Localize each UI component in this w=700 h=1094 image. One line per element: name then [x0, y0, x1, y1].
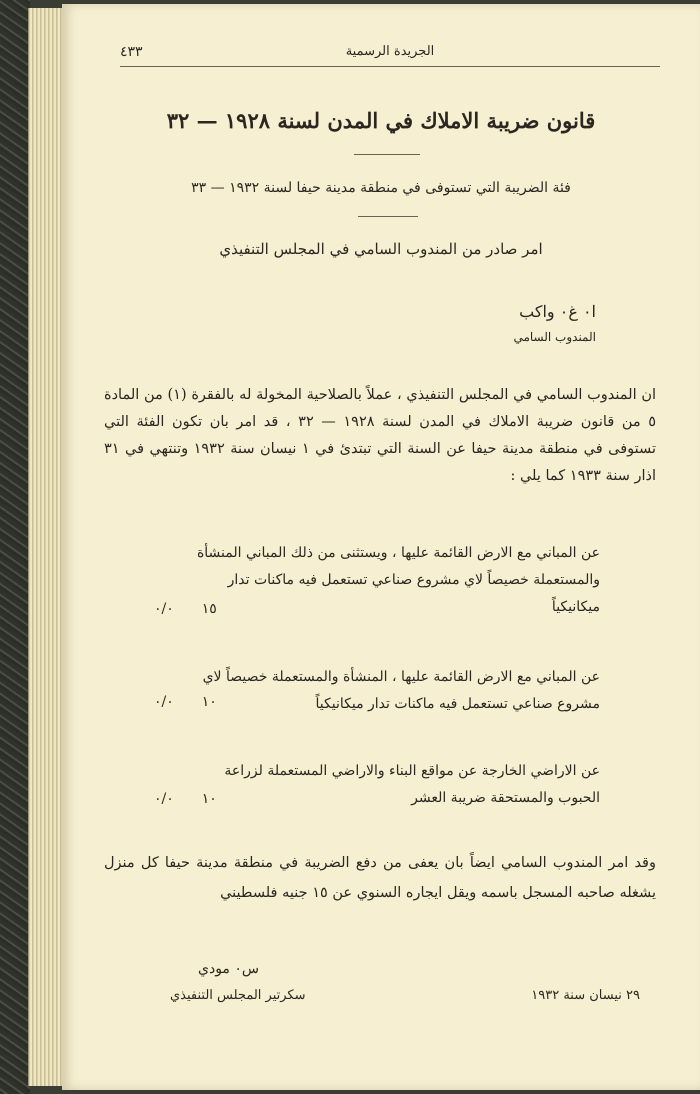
law-title: قانون ضريبة الاملاك في المدن لسنة ١٩٢٨ — ٣٢ [166, 108, 596, 133]
gazette-page [62, 4, 700, 1090]
rate-number: ١٥ [201, 601, 217, 617]
rate-number: ١٠ [201, 791, 217, 807]
secretary-title: سكرتير المجلس التنفيذي [170, 988, 306, 1003]
divider [358, 216, 418, 217]
percent-sign: ٠/٠ [154, 601, 174, 617]
issue-date: ٢٩ نيسان سنة ١٩٣٢ [531, 988, 640, 1003]
secretary-name: س٠ مودي [198, 961, 259, 977]
divider [354, 154, 420, 155]
signatory-name: ا٠ غ٠ واكب [519, 302, 596, 321]
rate-item-1-value [154, 601, 244, 617]
exemption-paragraph: وقد امر المندوب السامي ايضاً بان يعفى من دفع الضريبة في منطقة مدينة حيفا كل منزل يشغله صاحبه المسجل باسمه ويقل ايجاره السنوي عن ١٥ جنيه فلسطيني [104, 855, 656, 901]
rate-item-1-text: عن المباني مع الارض القائمة عليها ، ويستثنى من ذلك المباني المنشأة والمستعملة خصيصاً لاي مشروع صناعي تستعمل فيه ماكنات تدار ميكانيكياً [196, 545, 600, 615]
subtitle: فئة الضريبة التي تستوفى في منطقة مدينة حيفا لسنة ١٩٣٢ — ٣٣ [191, 180, 571, 196]
page-number: ٤٣٣ [120, 44, 143, 60]
rate-item-3-text: عن الاراضي الخارجة عن مواقع البناء والاراضي المستعملة لزراعة الحبوب والمستحقة ضريبة العشر [224, 763, 600, 806]
percent-sign: ٠/٠ [154, 694, 174, 710]
order-title: امر صادر من المندوب السامي في المجلس التنفيذي [219, 240, 543, 258]
rate-item-2-text: عن المباني مع الارض القائمة عليها ، المنشأة والمستعملة خصيصاً لاي مشروع صناعي تستعمل فيه ماكنات تدار ميكانيكياً [202, 669, 600, 712]
gazette-title: الجريدة الرسمية [345, 44, 435, 59]
main-paragraph: ان المندوب السامي في المجلس التنفيذي ، عملاً بالصلاحية المخولة له بالفقرة (١) من المادة ٥ من قانون ضريبة الاملاك في المدن لسنة ١٩٢٨ — ٣٢ ، قد امر بان تكون الفئة التي تستوفى في منطقة مدينة حيفا عن السنة التي تبتدئ في ١ نيسان سنة ١٩٣٢ وتنتهي في ٣١ اذار سنة ١٩٣٣ كما يلي : [104, 387, 657, 484]
rate-number: ١٠ [201, 694, 217, 710]
page-header [120, 42, 660, 67]
book-binding [0, 0, 30, 1094]
rate-item-2-value [154, 694, 244, 710]
signatory-title: المندوب السامي [513, 330, 596, 344]
percent-sign: ٠/٠ [154, 791, 174, 807]
rate-item-3-value [154, 791, 244, 807]
